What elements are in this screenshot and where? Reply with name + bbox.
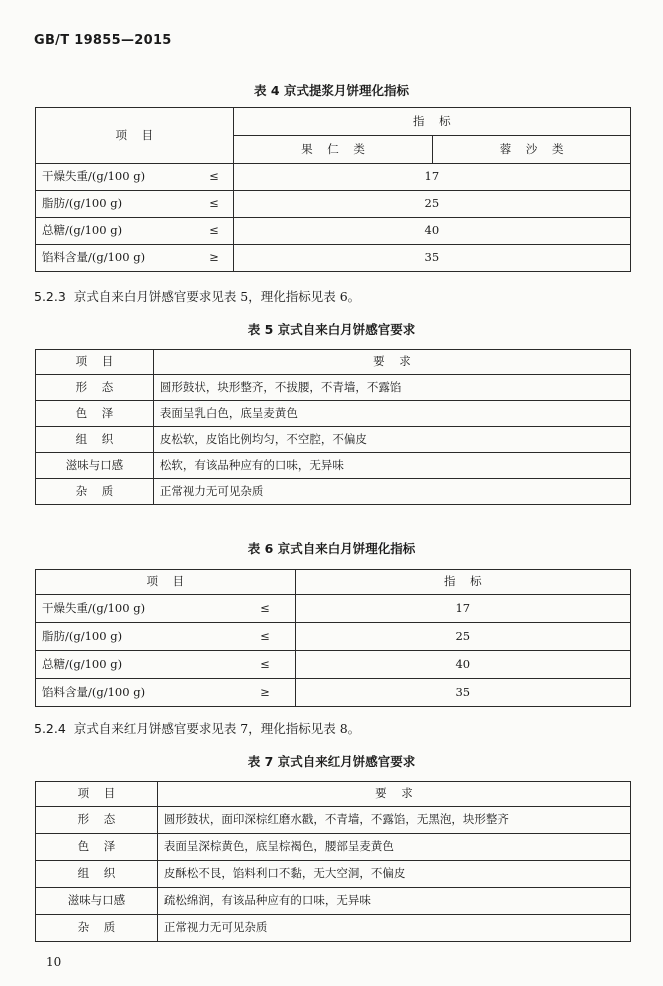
row-value: 35 [295, 679, 630, 707]
table6-header-item: 项 目 [36, 570, 296, 595]
table6-caption: 表 6 京式自来白月饼理化指标 [247, 541, 416, 556]
row-value: 17 [233, 164, 630, 191]
clause-number: 5.2.4 [34, 721, 66, 736]
table6 [35, 569, 631, 707]
table-row [36, 164, 631, 191]
table-row [36, 427, 631, 453]
table-row [36, 245, 631, 272]
table4-header-sub1: 果 仁 类 [233, 136, 433, 164]
table-row [36, 479, 631, 505]
table6-header-index: 指 标 [295, 570, 630, 595]
table-row [36, 651, 631, 679]
clause-text: 京式自来红月饼感官要求见表 7，理化指标见表 8。 [73, 721, 361, 736]
row-requirement: 表面呈乳白色，底呈麦黄色 [153, 401, 630, 427]
row-name: 组 织 [36, 427, 154, 453]
row-requirement: 表面呈深棕黄色，底呈棕褐色，腰部呈麦黄色 [157, 834, 630, 861]
row-name: 色 泽 [36, 834, 158, 861]
paragraph-5-2-3 [34, 287, 360, 305]
row-symbol: ≤ [195, 164, 233, 191]
row-name: 干燥失重/(g/100 g) [36, 595, 236, 623]
standard-number: GB/T 19855—2015 [34, 33, 172, 48]
clause-text: 京式自来白月饼感官要求见表 5，理化指标见表 6。 [73, 289, 361, 304]
row-symbol: ≤ [235, 623, 295, 651]
row-value: 17 [295, 595, 630, 623]
row-name: 组 织 [36, 861, 158, 888]
table4-header-index: 指 标 [233, 108, 630, 136]
clause-number: 5.2.3 [34, 289, 66, 304]
table-row [36, 861, 631, 888]
row-name: 脂肪/(g/100 g) [36, 623, 236, 651]
row-requirement: 松软，有该品种应有的口味，无异味 [153, 453, 630, 479]
table4 [35, 107, 631, 272]
table-row [36, 375, 631, 401]
row-value: 40 [295, 651, 630, 679]
row-requirement: 皮酥松不艮，馅料利口不黏，无大空洞，不偏皮 [157, 861, 630, 888]
table5-caption: 表 5 京式自来白月饼感官要求 [247, 322, 416, 337]
row-symbol: ≤ [195, 218, 233, 245]
row-name: 馅料含量/(g/100 g) [36, 679, 236, 707]
table-row [36, 679, 631, 707]
table4-header-item: 项 目 [36, 108, 234, 164]
row-name: 滋味与口感 [36, 888, 158, 915]
row-name: 形 态 [36, 807, 158, 834]
table-row [36, 595, 631, 623]
table-row [36, 834, 631, 861]
table-row [36, 191, 631, 218]
row-symbol: ≤ [195, 191, 233, 218]
table7-header-item: 项 目 [36, 782, 158, 807]
table-row [36, 623, 631, 651]
table-row [36, 888, 631, 915]
table4-header-sub2: 蓉 沙 类 [433, 136, 631, 164]
table7 [35, 781, 631, 942]
row-name: 色 泽 [36, 401, 154, 427]
row-value: 25 [295, 623, 630, 651]
table-row [36, 218, 631, 245]
table7-caption: 表 7 京式自来红月饼感官要求 [247, 754, 416, 769]
row-symbol: ≥ [195, 245, 233, 272]
row-name: 杂 质 [36, 915, 158, 942]
row-requirement: 正常视力无可见杂质 [153, 479, 630, 505]
table5-header-item: 项 目 [36, 350, 154, 375]
table5-header-req: 要 求 [153, 350, 630, 375]
table-row [36, 401, 631, 427]
row-name: 滋味与口感 [36, 453, 154, 479]
row-name: 总糖/(g/100 g) [36, 218, 196, 245]
row-symbol: ≤ [235, 595, 295, 623]
table-row [36, 915, 631, 942]
row-value: 35 [233, 245, 630, 272]
row-name: 干燥失重/(g/100 g) [36, 164, 196, 191]
page-number: 10 [46, 955, 62, 969]
table7-header-req: 要 求 [157, 782, 630, 807]
row-requirement: 圆形鼓状，面印深棕红磨水戳，不青墙，不露馅，无黑泡，块形整齐 [157, 807, 630, 834]
row-value: 25 [233, 191, 630, 218]
table-row [36, 453, 631, 479]
row-name: 杂 质 [36, 479, 154, 505]
row-name: 馅料含量/(g/100 g) [36, 245, 196, 272]
row-name: 总糖/(g/100 g) [36, 651, 236, 679]
row-requirement: 正常视力无可见杂质 [157, 915, 630, 942]
row-requirement: 皮松软，皮馅比例均匀，不空腔，不偏皮 [153, 427, 630, 453]
row-symbol: ≥ [235, 679, 295, 707]
table-row [36, 807, 631, 834]
row-name: 形 态 [36, 375, 154, 401]
row-requirement: 疏松绵润，有该品种应有的口味，无异味 [157, 888, 630, 915]
row-requirement: 圆形鼓状，块形整齐，不拔腰，不青墙，不露馅 [153, 375, 630, 401]
paragraph-5-2-4 [34, 719, 360, 737]
row-value: 40 [233, 218, 630, 245]
row-symbol: ≤ [235, 651, 295, 679]
row-name: 脂肪/(g/100 g) [36, 191, 196, 218]
table4-caption: 表 4 京式提浆月饼理化指标 [254, 83, 409, 98]
table5 [35, 349, 631, 505]
